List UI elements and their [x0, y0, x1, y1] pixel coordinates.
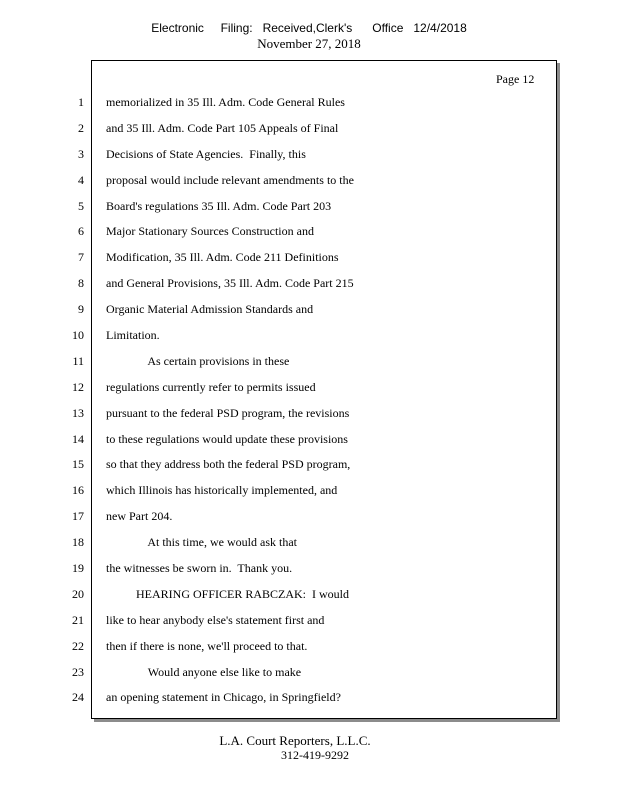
- line-text: regulations currently refer to permits issued: [106, 379, 316, 394]
- line-number: 3: [78, 146, 84, 161]
- line-number: 1: [78, 95, 84, 109]
- line-text: Major Stationary Sources Construction and: [106, 224, 314, 239]
- line-number: 8: [78, 276, 84, 291]
- transcript-line: [0, 660, 618, 686]
- line-number: 5: [78, 198, 84, 213]
- line-text: like to hear anybody else's statement first and: [106, 612, 325, 627]
- line-text: so that they address both the federal PSD program,: [106, 457, 351, 472]
- court-reporter-phone: 312-419-9292: [281, 748, 349, 762]
- transcript-line: [0, 634, 618, 660]
- line-number: 16: [72, 483, 84, 498]
- line-number: 11: [72, 353, 84, 368]
- line-text: memorialized in 35 Ill. Adm. Code General Rules: [106, 95, 345, 109]
- line-text: new Part 204.: [106, 509, 173, 524]
- line-number: 22: [72, 638, 84, 653]
- line-text: HEARING OFFICER RABCZAK: I would: [106, 586, 350, 601]
- transcript-line: [0, 427, 618, 453]
- line-text: proposal would include relevant amendments to the: [106, 172, 354, 187]
- line-number: 9: [78, 302, 84, 317]
- line-text: Would anyone else like to make: [106, 664, 302, 679]
- transcript-line: [0, 297, 618, 323]
- line-number: 23: [72, 664, 84, 679]
- line-number: 20: [72, 586, 84, 601]
- line-number: 12: [72, 379, 84, 394]
- transcript-line: [0, 608, 618, 634]
- transcript-line: [0, 219, 618, 245]
- line-text: the witnesses be sworn in. Thank you.: [106, 561, 293, 576]
- line-text: and 35 Ill. Adm. Code Part 105 Appeals of Final: [106, 120, 339, 135]
- line-number: 24: [72, 690, 84, 705]
- line-text: At this time, we would ask that: [106, 535, 297, 550]
- transcript-line: [0, 271, 618, 297]
- line-text: Limitation.: [106, 328, 160, 343]
- transcript-line: [0, 116, 618, 142]
- transcript-line: [0, 478, 618, 504]
- line-text: an opening statement in Chicago, in Springfield?: [106, 690, 341, 705]
- line-text: Modification, 35 Ill. Adm. Code 211 Definitions: [106, 250, 339, 265]
- line-number: 7: [78, 250, 84, 265]
- line-number: 15: [72, 457, 84, 472]
- line-number: 10: [72, 328, 84, 343]
- transcript-line: [0, 530, 618, 556]
- page-number: Page 12: [496, 72, 535, 86]
- transcript-line: [0, 685, 618, 711]
- line-text: then if there is none, we'll proceed to that.: [106, 638, 308, 653]
- transcript-line: [0, 556, 618, 582]
- transcript-line: [0, 142, 618, 168]
- line-text: and General Provisions, 35 Ill. Adm. Code Part 215: [106, 276, 354, 291]
- line-number: 21: [72, 612, 84, 627]
- transcript-line: [0, 245, 618, 271]
- transcript-line: [0, 323, 618, 349]
- transcript-line: [0, 349, 618, 375]
- transcript-body: [0, 90, 618, 711]
- line-text: pursuant to the federal PSD program, the revisions: [106, 405, 350, 420]
- transcript-line: [0, 168, 618, 194]
- filing-stamp: Electronic Filing: Received,Clerk's Office 12/4/2018: [151, 21, 467, 35]
- line-number: 19: [72, 561, 84, 576]
- line-text: Decisions of State Agencies. Finally, this: [106, 146, 306, 161]
- line-text: to these regulations would update these provisions: [106, 431, 348, 446]
- line-text: which Illinois has historically implemented, and: [106, 483, 338, 498]
- line-number: 18: [72, 535, 84, 550]
- line-text: As certain provisions in these: [106, 353, 290, 368]
- court-reporter-name: L.A. Court Reporters, L.L.C.: [219, 733, 371, 748]
- line-text: Board's regulations 35 Ill. Adm. Code Part 203: [106, 198, 332, 213]
- transcript-line: [0, 582, 618, 608]
- line-number: 6: [78, 224, 84, 239]
- line-number: 13: [72, 405, 84, 420]
- line-number: 2: [78, 120, 84, 135]
- line-number: 17: [72, 509, 84, 524]
- transcript-line: [0, 504, 618, 530]
- line-text: Organic Material Admission Standards and: [106, 302, 314, 317]
- transcript-line: [0, 194, 618, 220]
- line-number: 4: [78, 172, 84, 187]
- line-number: 14: [72, 431, 84, 446]
- transcript-line: [0, 90, 618, 116]
- transcript-line: [0, 375, 618, 401]
- transcript-line: [0, 452, 618, 478]
- transcript-line: [0, 401, 618, 427]
- filed-date: November 27, 2018: [257, 36, 361, 51]
